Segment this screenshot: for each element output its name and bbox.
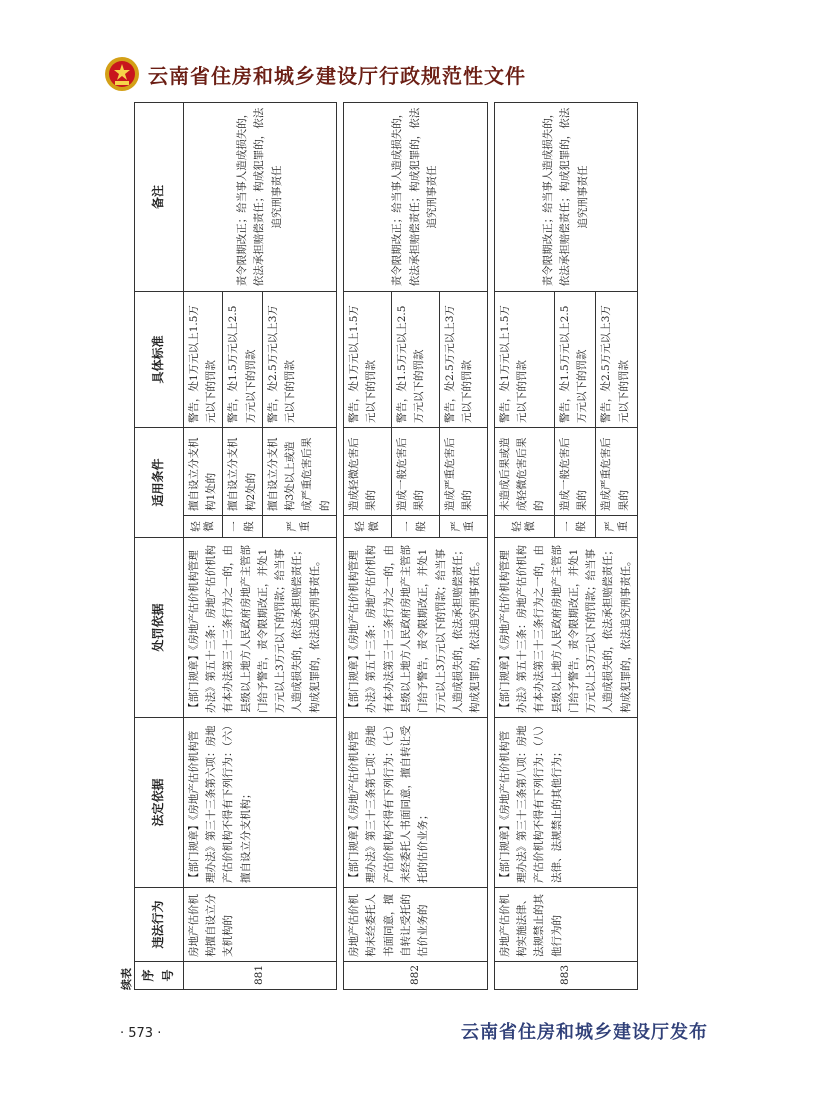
- table-row: [183, 102, 223, 989]
- header-standard: 具体标准: [135, 291, 184, 427]
- gap-cell: [337, 102, 344, 989]
- header-penalty-basis: 处罚依据: [135, 538, 184, 718]
- standard-cell: 警告，处2.5万元以上3万元以下的罚款: [262, 291, 336, 427]
- remark-cell: 责令限期改正；给当事人造成损失的，依法承担赔偿责任；构成犯罪的，依法追究刑事责任: [183, 102, 337, 291]
- header-title: 云南省住房和城乡建设厅行政规范性文件: [148, 63, 526, 88]
- violation-cell: 房地产估价机构实施法律、法规禁止的其他行为的: [494, 888, 638, 962]
- row-gap: [487, 102, 494, 989]
- level-cell: 一般: [391, 516, 439, 538]
- penalty-table: [134, 102, 638, 990]
- condition-cell: 造成严重危害后果的: [596, 427, 638, 515]
- row-number: 881: [183, 962, 337, 990]
- condition-cell: 造成轻微危害后果的: [344, 427, 392, 515]
- condition-cell: 擅自设立分支机构3处以上或造成严重危害后果的: [262, 427, 336, 515]
- legal-basis-cell: 【部门规章】《房地产估价机构管理办法》第三十三条第六项：房地产估价机构不得有下列行为：（六）擅自设立分支机构；: [183, 718, 337, 888]
- rotated-table-wrapper: [118, 103, 720, 990]
- level-cell: 轻微: [344, 516, 392, 538]
- standard-cell: 警告，处1万元以上1.5万元以下的罚款: [494, 291, 554, 427]
- condition-cell: 造成严重危害后果的: [439, 427, 487, 515]
- level-cell: 一般: [223, 516, 263, 538]
- row-number: 883: [494, 962, 638, 990]
- condition-cell: 擅自设立分支机构2处的: [223, 427, 263, 515]
- condition-cell: 造成一般危害后果的: [554, 427, 596, 515]
- condition-cell: 造成一般危害后果的: [391, 427, 439, 515]
- table-sheet: [118, 103, 720, 990]
- standard-cell: 警告，处1万元以上1.5万元以下的罚款: [183, 291, 223, 427]
- header-legal-basis: 法定依据: [135, 718, 184, 888]
- continued-label: 续表: [120, 968, 133, 990]
- page-number: · 573 ·: [120, 1026, 162, 1041]
- national-emblem-icon: [104, 56, 140, 92]
- standard-cell: 警告，处2.5万元以上3万元以下的罚款: [439, 291, 487, 427]
- standard-cell: 警告，处1.5万元以上2.5万元以下的罚款: [554, 291, 596, 427]
- level-cell: 严重: [439, 516, 487, 538]
- remark-cell: 责令限期改正；给当事人造成损失的，依法承担赔偿责任；构成犯罪的，依法追究刑事责任: [344, 102, 488, 291]
- header-violation: 违法行为: [135, 888, 184, 962]
- row-gap: [337, 102, 344, 989]
- penalty-basis-cell: 【部门规章】《房地产估价机构管理办法》第五十三条：房地产估价机构有本办法第三十三条行为之一的，由县级以上地方人民政府房地产主管部门给予警告，责令限期改正，并处1万元以上3万元以下的罚款；给当事人造成损失的，依法承担赔偿责任；构成犯罪的，依法追究刑事责任。: [344, 538, 488, 718]
- remark-cell: 责令限期改正；给当事人造成损失的，依法承担赔偿责任；构成犯罪的，依法追究刑事责任: [494, 102, 638, 291]
- document-header: [104, 54, 526, 94]
- standard-cell: 警告，处1.5万元以上2.5万元以下的罚款: [391, 291, 439, 427]
- header-no: 序号: [135, 962, 184, 990]
- gap-cell: [487, 102, 494, 989]
- legal-basis-cell: 【部门规章】《房地产估价机构管理办法》第三十三条第八项：房地产估价机构不得有下列行为：（八）法律、法规禁止的其他行为；: [494, 718, 638, 888]
- level-cell: 轻微: [494, 516, 554, 538]
- table-row: [344, 102, 392, 989]
- penalty-basis-cell: 【部门规章】《房地产估价机构管理办法》第五十三条：房地产估价机构有本办法第三十三条行为之一的，由县级以上地方人民政府房地产主管部门给予警告，责令限期改正，并处1万元以上3万元以下的罚款；给当事人造成损失的，依法承担赔偿责任；构成犯罪的，依法追究刑事责任。: [183, 538, 337, 718]
- standard-cell: 警告，处1.5万元以上2.5万元以下的罚款: [223, 291, 263, 427]
- legal-basis-cell: 【部门规章】《房地产估价机构管理办法》第三十三条第七项：房地产估价机构不得有下列行为：（七）未经委托人书面同意，擅自转让受托的估价业务；: [344, 718, 488, 888]
- level-cell: 严重: [262, 516, 336, 538]
- standard-cell: 警告，处1万元以上1.5万元以下的罚款: [344, 291, 392, 427]
- penalty-basis-cell: 【部门规章】《房地产估价机构管理办法》第五十三条：房地产估价机构有本办法第三十三条行为之一的，由县级以上地方人民政府房地产主管部门给予警告，责令限期改正，并处1万元以上3万元以下的罚款；给当事人造成损失的，依法承担赔偿责任；构成犯罪的，依法追究刑事责任。: [494, 538, 638, 718]
- header-remark: 备注: [135, 102, 184, 291]
- condition-cell: 未造成后果或造成轻微危害后果的: [494, 427, 554, 515]
- violation-cell: 房地产估价机构擅自设立分支机构的: [183, 888, 337, 962]
- level-cell: 一般: [554, 516, 596, 538]
- standard-cell: 警告，处2.5万元以上3万元以下的罚款: [596, 291, 638, 427]
- table-row: [494, 102, 554, 989]
- level-cell: 轻微: [183, 516, 223, 538]
- violation-cell: 房地产估价机构未经委托人书面同意，擅自转让受托的估价业务的: [344, 888, 488, 962]
- footer-publisher: 云南省住房和城乡建设厅发布: [461, 1022, 708, 1043]
- condition-cell: 擅自设立分支机构1处的: [183, 427, 223, 515]
- row-number: 882: [344, 962, 488, 990]
- level-cell: 严重: [596, 516, 638, 538]
- header-conditions: 适用条件: [135, 427, 184, 537]
- table-header-row: [135, 102, 184, 989]
